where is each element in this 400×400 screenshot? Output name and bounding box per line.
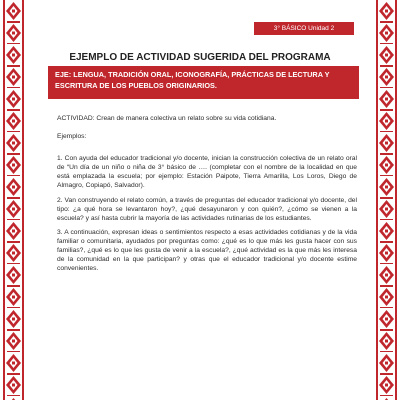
- examples-heading: Ejemplos:: [57, 133, 87, 140]
- example-paragraph: 2. Van construyendo el relato común, a través de preguntas del educador tradicional y/o docente, del tipo: ¿a qué hora se levantaron hoy?, ¿qué desayunaron y con quién?, ¿cómo se vienen a la escuela? y así hasta cubrir la mayoría de las actividades rutinarias de los estudiantes.: [57, 197, 357, 223]
- page-title: EJEMPLO DE ACTIVIDAD SUGERIDA DEL PROGRAMA: [69, 52, 331, 63]
- axis-banner: EJE: LENGUA, TRADICIÓN ORAL, ICONOGRAFÍA, PRÁCTICAS DE LECTURA Y ESCRITURA DE LOS PUEBLOS ORIGINARIOS.: [48, 66, 359, 99]
- left-decorative-border: [0, 0, 27, 400]
- grade-unit-badge: 3° BÁSICO Unidad 2: [254, 22, 354, 35]
- right-decorative-border: [373, 0, 400, 400]
- example-paragraph: 3. A continuación, expresan ideas o sentimientos respecto a esas actividades cotidianas y de la vida familiar o comunitaria, ayudados por preguntas como: ¿qué es lo que más les gusta hacer con sus familias?, ¿qué es lo que les gusta de venir a la escuela?, ¿qué actividad es la que más les interesa de la comunidad en la que participan? y otras que el educador tradicional y/o docente estime convenientes.: [57, 229, 357, 273]
- example-paragraph: 1. Con ayuda del educador tradicional y/o docente, inician la construcción colectiva de un relato oral de “Un día de un niño o niña de 3° básico de …. (completar con el nombre de la localidad en que está emplazada la escuela; por ejemplo: Estación Paipote, Tierra Amarilla, Los Loros, Diego de Almagro, Copiapó, Salvador).: [57, 155, 357, 190]
- activity-statement: ACTIVIDAD: Crean de manera colectiva un relato sobre su vida cotidiana.: [57, 115, 277, 122]
